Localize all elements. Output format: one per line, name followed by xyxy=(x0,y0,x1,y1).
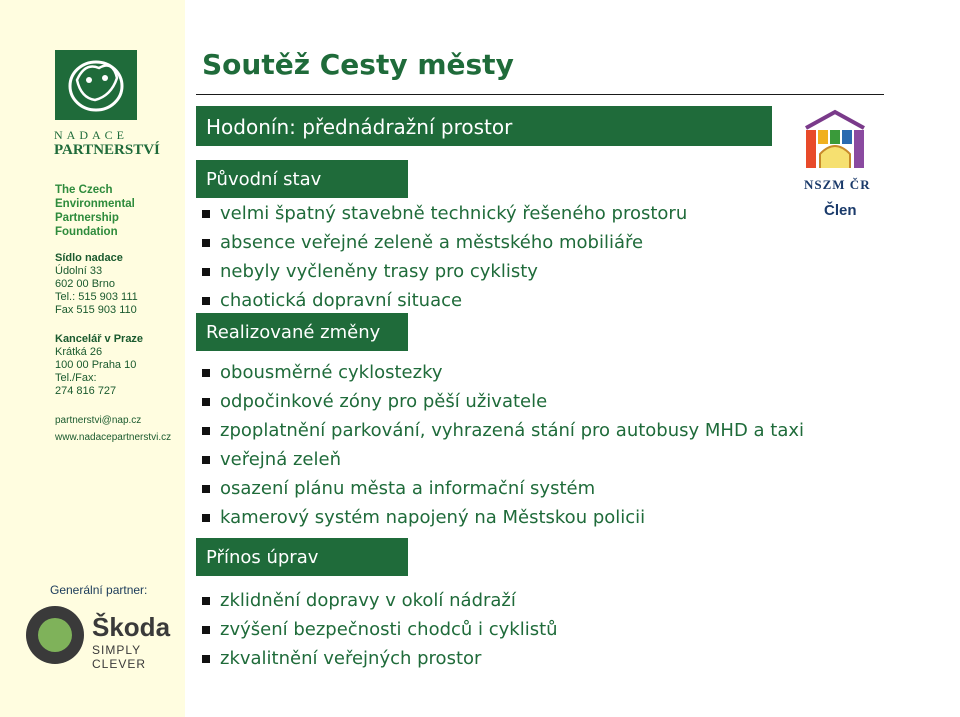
section-heading-realized-changes: Realizované změny xyxy=(196,313,408,351)
foundation-logo xyxy=(55,50,137,120)
list-item: kamerový systém napojený na Městskou policii xyxy=(200,503,804,532)
realized-changes-list xyxy=(200,358,804,532)
list-item: nebyly vyčleněny trasy pro cyklisty xyxy=(200,257,687,286)
nszm-label: NSZM ČR xyxy=(804,177,871,192)
page-title: Soutěž Cesty městy xyxy=(202,48,514,81)
list-item: zpoplatnění parkování, vyhrazená stání pro autobusy MHD a taxi xyxy=(200,416,804,445)
list-item: velmi špatný stavebně technický řešeného prostoru xyxy=(200,199,687,228)
skoda-logo-icon xyxy=(26,606,84,664)
list-item: zklidnění dopravy v okolí nádraží xyxy=(200,586,558,615)
nszm-logo-icon xyxy=(800,108,870,170)
original-state-list xyxy=(200,199,687,315)
skoda-name: Škoda xyxy=(92,612,171,642)
contact-email[interactable]: partnerstvi@nap.cz xyxy=(55,415,142,426)
list-item: veřejná zeleň xyxy=(200,445,804,474)
skoda-tagline: SIMPLY CLEVER xyxy=(92,643,147,671)
seat-address: Sídlo nadace Údolní 33 602 00 Brno Tel.: 515 903 111 Fax 515 903 110 xyxy=(55,252,138,316)
contact-web[interactable]: www.nadacepartnerstvi.cz xyxy=(55,432,172,443)
benefits-list xyxy=(200,586,558,673)
sidebar xyxy=(0,0,185,717)
logo-word-partnerstvi: PARTNERSTVÍ xyxy=(54,142,160,158)
office-address: Kancelář v Praze Krátká 26 100 00 Praha 10 Tel./Fax: 274 816 727 xyxy=(55,333,144,397)
list-item: chaotická dopravní situace xyxy=(200,286,687,315)
section-heading-original-state: Původní stav xyxy=(196,160,408,198)
member-label: Člen xyxy=(824,202,857,219)
partner-label: Generální partner: xyxy=(50,583,148,597)
location-banner: Hodonín: přednádražní prostor xyxy=(196,106,772,146)
logo-word-nadace: NADACE xyxy=(54,128,128,142)
org-name: The Czech Environmental Partnership Foundation xyxy=(55,184,135,238)
list-item: obousměrné cyklostezky xyxy=(200,358,804,387)
list-item: zvýšení bezpečnosti chodců i cyklistů xyxy=(200,615,558,644)
title-divider xyxy=(196,94,884,95)
list-item: absence veřejné zeleně a městského mobiliáře xyxy=(200,228,687,257)
list-item: osazení plánu města a informační systém xyxy=(200,474,804,503)
section-heading-benefits: Přínos úprav xyxy=(196,538,408,576)
list-item: odpočinkové zóny pro pěší uživatele xyxy=(200,387,804,416)
list-item: zkvalitnění veřejných prostor xyxy=(200,644,558,673)
